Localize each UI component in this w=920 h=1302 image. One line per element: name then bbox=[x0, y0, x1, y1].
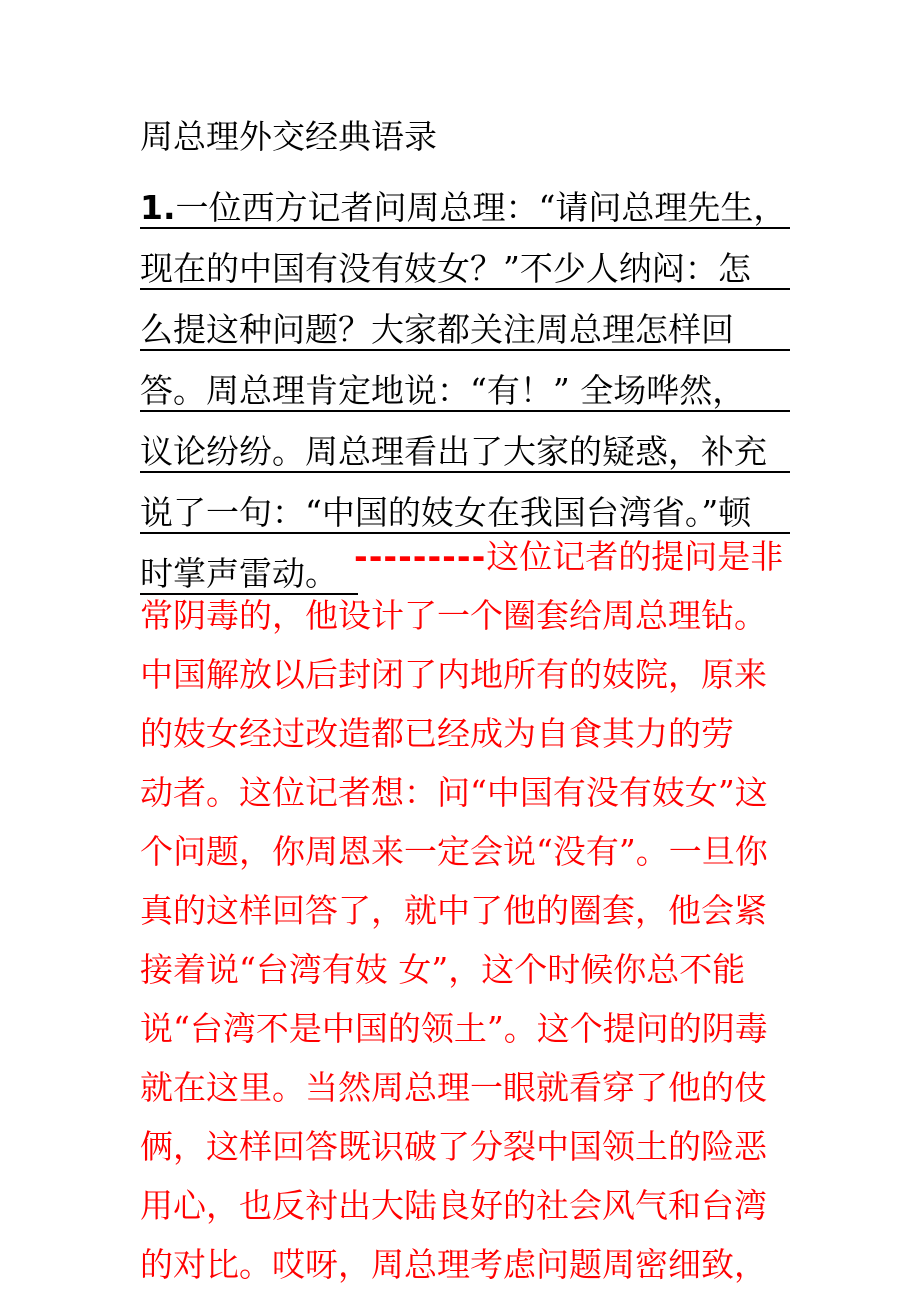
commentary-dashes: --------- bbox=[354, 537, 487, 576]
quote-line: 说了一句：“中国的妓女在我国台湾省。”顿 bbox=[140, 493, 790, 534]
commentary-line: 说“台湾不是中国的领土”。这个提问的阴毒 bbox=[140, 1009, 768, 1048]
quote-line-text: 一位西方记者问周总理：“请问总理先生， bbox=[175, 188, 787, 227]
commentary-line-text: 这位记者的提问是非 bbox=[486, 537, 784, 576]
commentary-line: 常阴毒的，他设计了一个圈套给周总理钻。 bbox=[140, 596, 767, 635]
quote-line: 议论纷纷。周总理看出了大家的疑惑，补充 bbox=[140, 432, 790, 473]
quote-line bbox=[140, 188, 790, 229]
quote-line: 现在的中国有没有妓女？”不少人纳闷：怎 bbox=[140, 249, 790, 290]
commentary-line: 个问题，你周恩来一定会说“没有”。一旦你 bbox=[140, 832, 768, 871]
commentary-line: 动者。这位记者想：问“中国有没有妓女”这 bbox=[140, 773, 768, 812]
quote-line: 时掌声雷动。 bbox=[140, 554, 358, 595]
commentary-line: 中国解放以后封闭了内地所有的妓院，原来 bbox=[140, 655, 767, 694]
commentary-line: 接着说“台湾有妓 女”，这个时候你总不能 bbox=[140, 950, 746, 989]
commentary-line: 的对比。哎呀，周总理考虑问题周密细致， bbox=[140, 1245, 767, 1284]
commentary-line bbox=[140, 527, 800, 586]
commentary-line: 用心，也反衬出大陆良好的社会风气和台湾 bbox=[140, 1186, 767, 1225]
quote-number: 1. bbox=[140, 188, 176, 227]
quote-line: 么提这种问题？大家都关注周总理怎样回 bbox=[140, 310, 790, 351]
quote-line: 答。周总理肯定地说：“有！” 全场哗然， bbox=[140, 371, 790, 412]
commentary-line: 就在这里。当然周总理一眼就看穿了他的伎 bbox=[140, 1068, 767, 1107]
commentary-line: 俩，这样回答既识破了分裂中国领土的险恶 bbox=[140, 1127, 767, 1166]
commentary-block bbox=[140, 527, 800, 1294]
commentary-line: 真的这样回答了，就中了他的圈套，他会紧 bbox=[140, 891, 767, 930]
commentary-line: 的妓女经过改造都已经成为自食其力的劳 bbox=[140, 714, 734, 753]
document-title: 周总理外交经典语录 bbox=[140, 117, 437, 156]
